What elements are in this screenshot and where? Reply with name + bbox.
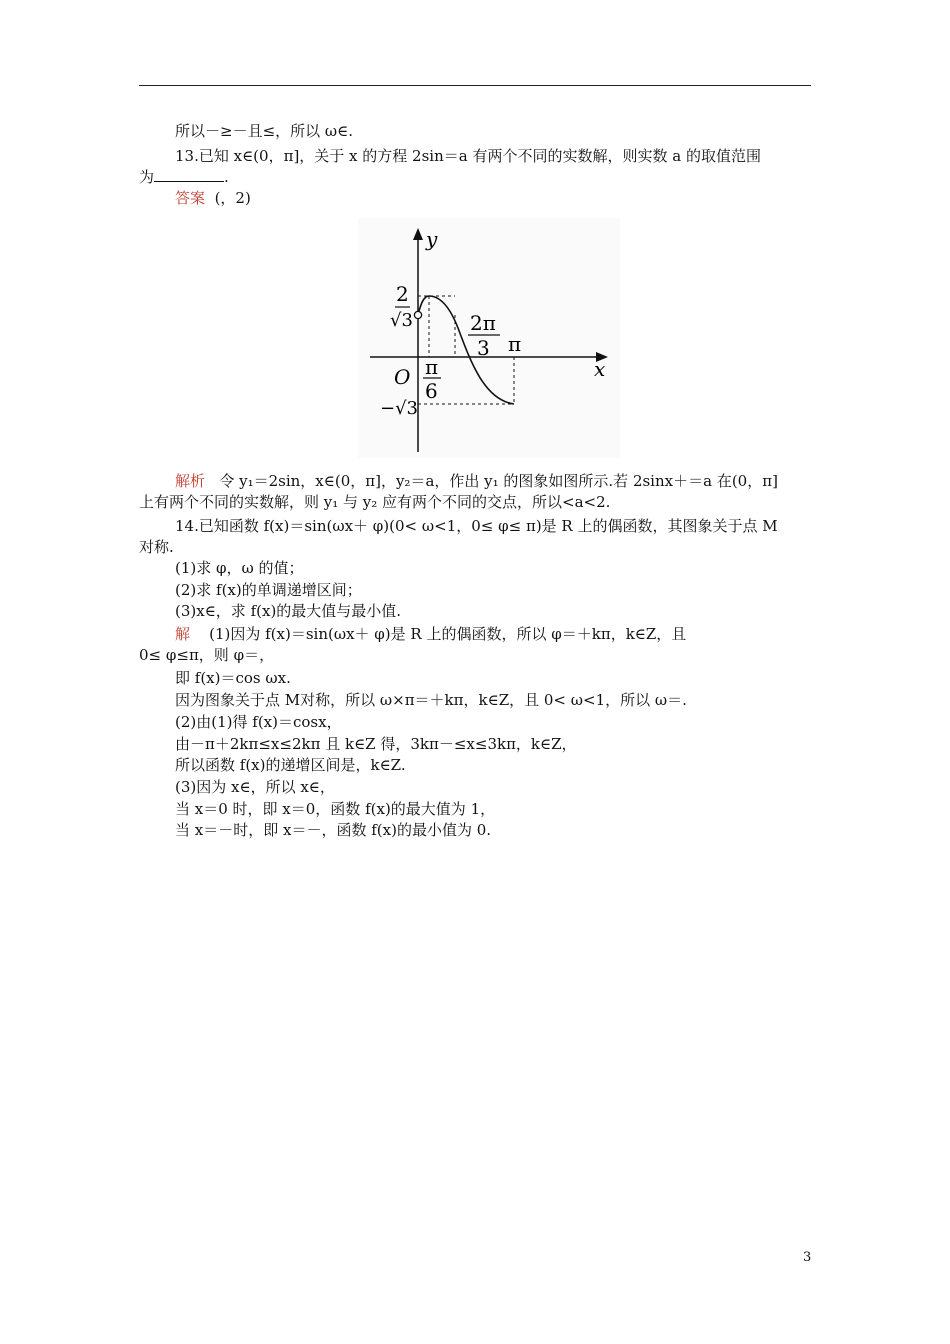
- label-2: 2: [396, 282, 409, 306]
- text-line: (2)求 f(x)的单调递增区间；: [175, 581, 362, 599]
- x-label: x: [594, 357, 606, 381]
- text-line: 对称.: [139, 538, 174, 556]
- solution-label: 解: [175, 625, 191, 643]
- problem-14: 14.已知函数 f(x)＝sin(ωx＋ φ)(0< ω<1，0≤ φ≤ π)是 R 上的偶函数，其图象关于点 M: [175, 517, 778, 535]
- solution-line: 解 (1)因为 f(x)＝sin(ωx＋ φ)是 R 上的偶函数，所以 φ＝＋kπ，k∈Z，且: [175, 625, 687, 643]
- label-sqrt3: √3: [390, 310, 413, 331]
- text-line: (3)x∈，求 f(x)的最大值与最小值.: [175, 602, 402, 620]
- label-pi-6-num: π: [425, 355, 439, 379]
- y-label: y: [426, 227, 438, 251]
- text-line: 所以－≥－且≤，所以 ω∈.: [175, 122, 354, 140]
- origin-label: O: [394, 365, 411, 389]
- label-2pi-3-num: 2π: [470, 311, 496, 335]
- label-pi-6-den: 6: [425, 379, 438, 403]
- header-rule: [139, 85, 811, 86]
- analysis-label: 解析: [175, 472, 206, 490]
- analysis-line: 解析 令 y₁＝2sin，x∈(0，π]，y₂＝a，作出 y₁ 的图象如图所示.若 2sinx＋＝a 在(0，π]: [175, 472, 778, 490]
- answer-label: 答案: [175, 189, 206, 207]
- answer-blank: [154, 167, 224, 182]
- text-line: 0≤ φ≤π，则 φ＝，: [139, 646, 275, 664]
- label-2pi-3-den: 3: [477, 336, 490, 360]
- open-point: [414, 311, 421, 318]
- text-line: (1)求 φ，ω 的值；: [175, 559, 304, 577]
- text-line: 所以函数 f(x)的递增区间是，k∈Z.: [175, 756, 406, 774]
- text-line: 上有两个不同的实数解，则 y₁ 与 y₂ 应有两个不同的交点，所以<a<2.: [139, 493, 611, 511]
- label-pi: π: [508, 332, 522, 356]
- answer-line: 答案 (，2): [175, 189, 251, 207]
- text-line: (2)由(1)得 f(x)＝cosx，: [175, 713, 342, 731]
- page-number: 3: [803, 1250, 812, 1265]
- label-neg-sqrt3: −√3: [380, 398, 419, 419]
- text-line: 为 .: [139, 168, 229, 186]
- problem-13: 13.已知 x∈(0，π]，关于 x 的方程 2sin＝a 有两个不同的实数解，则实数 a 的取值范围: [175, 147, 761, 165]
- text-line: (3)因为 x∈，所以 x∈，: [175, 778, 335, 796]
- text-line: 由－π＋2kπ≤x≤2kπ 且 k∈Z 得，3kπ－≤x≤3kπ，k∈Z，: [175, 735, 577, 753]
- sine-graph: [358, 218, 620, 458]
- text-line: 因为图象关于点 M对称，所以 ω×π＝＋kπ，k∈Z，且 0< ω<1，所以 ω＝.: [175, 691, 687, 709]
- text-line: 当 x＝0 时，即 x＝0，函数 f(x)的最大值为 1，: [175, 800, 496, 818]
- text-line: 当 x＝－时，即 x＝－，函数 f(x)的最小值为 0.: [175, 821, 492, 839]
- text-line: 即 f(x)＝cos ωx.: [175, 669, 291, 687]
